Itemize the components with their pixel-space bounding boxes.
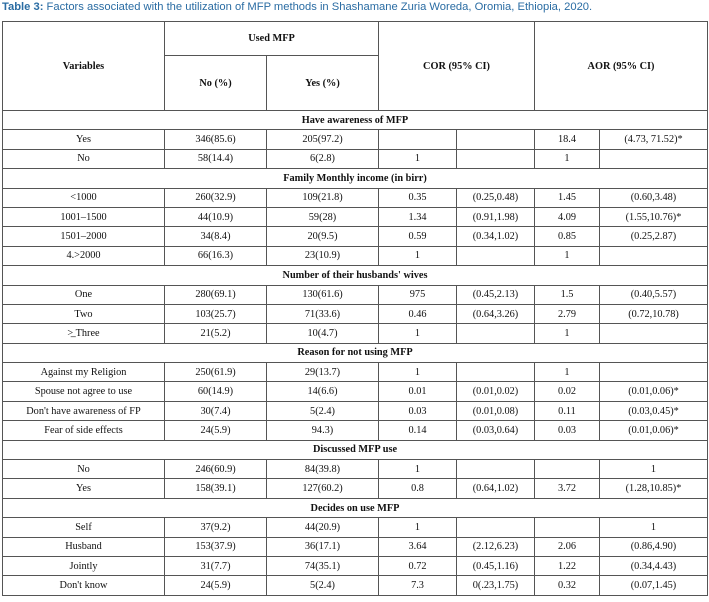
cell-cor-value: 1.34 [379, 207, 457, 226]
cell-yes-count: 36(17.1) [267, 537, 379, 556]
table-row [3, 556, 708, 575]
cell-no-count: 280(69.1) [165, 285, 267, 304]
cell-cor-ci: 0(.23,1.75) [457, 576, 535, 595]
cell-yes-count: 59(28) [267, 207, 379, 226]
cell-cor-value: 0.72 [379, 556, 457, 575]
cell-aor-ci: (1.28,10.85)* [600, 479, 708, 498]
table-row [3, 246, 708, 265]
cell-yes-count: 20(9.5) [267, 227, 379, 246]
cell-cor-value [379, 130, 457, 149]
header-aor: AOR (95% CI) [535, 22, 708, 111]
cell-cor-value: 975 [379, 285, 457, 304]
cell-cor-ci [457, 324, 535, 343]
table-row [3, 149, 708, 168]
cell-aor-value: 1 [535, 363, 600, 382]
cell-yes-count: 5(2.4) [267, 576, 379, 595]
cell-aor-value: 1.22 [535, 556, 600, 575]
cell-aor-ci [600, 324, 708, 343]
cell-cor-value: 0.59 [379, 227, 457, 246]
table-row [3, 130, 708, 149]
cell-no-count: 158(39.1) [165, 479, 267, 498]
section-title: Have awareness of MFP [3, 111, 708, 130]
table-caption [2, 0, 707, 20]
cell-no-count: 24(5.9) [165, 576, 267, 595]
header-variables: Variables [3, 22, 165, 111]
cell-no-count: 103(25.7) [165, 304, 267, 323]
table-row [3, 401, 708, 420]
table-row [3, 460, 708, 479]
section-header-row [3, 440, 708, 459]
cell-variable: 1001–1500 [3, 207, 165, 226]
cell-yes-count: 84(39.8) [267, 460, 379, 479]
cell-aor-value: 2.06 [535, 537, 600, 556]
cell-aor-ci: (0.60,3.48) [600, 188, 708, 207]
cell-no-count: 37(9.2) [165, 518, 267, 537]
section-title: Discussed MFP use [3, 440, 708, 459]
cell-cor-ci: (0.34,1.02) [457, 227, 535, 246]
cell-cor-ci: (0.45,2.13) [457, 285, 535, 304]
cell-aor-ci: (0.03,0.45)* [600, 401, 708, 420]
caption-text: Factors associated with the utilization of MFP methods in Shashamane Zuria Woreda, Oromia, Ethiopia, 2020. [43, 1, 593, 13]
cell-yes-count: 74(35.1) [267, 556, 379, 575]
cell-variable: Husband [3, 537, 165, 556]
table-row [3, 576, 708, 595]
cell-yes-count: 10(4.7) [267, 324, 379, 343]
cell-no-count: 66(16.3) [165, 246, 267, 265]
cell-aor-ci: (4.73, 71.52)* [600, 130, 708, 149]
cell-cor-ci: (0.03,0.64) [457, 421, 535, 440]
cell-variable: No [3, 149, 165, 168]
cell-cor-value: 0.8 [379, 479, 457, 498]
cell-variable: 4.>2000 [3, 246, 165, 265]
cell-cor-ci: (0.01,0.08) [457, 401, 535, 420]
cell-yes-count: 127(60.2) [267, 479, 379, 498]
cell-cor-ci: (2.12,6.23) [457, 537, 535, 556]
table-row [3, 304, 708, 323]
cell-cor-value: 7.3 [379, 576, 457, 595]
cell-cor-ci: (0.45,1.16) [457, 556, 535, 575]
cell-aor-value: 0.02 [535, 382, 600, 401]
cell-aor-ci: (0.07,1.45) [600, 576, 708, 595]
header-used-mfp: Used MFP [165, 22, 379, 56]
section-title: Family Monthly income (in birr) [3, 169, 708, 188]
cell-no-count: 153(37.9) [165, 537, 267, 556]
cell-no-count: 24(5.9) [165, 421, 267, 440]
cell-aor-ci: (0.40,5.57) [600, 285, 708, 304]
cell-cor-ci [457, 363, 535, 382]
cell-yes-count: 44(20.9) [267, 518, 379, 537]
cell-yes-count: 6(2.8) [267, 149, 379, 168]
cell-aor-value: 1 [535, 324, 600, 343]
cell-no-count: 30(7.4) [165, 401, 267, 420]
table-row [3, 363, 708, 382]
cell-aor-value [535, 460, 600, 479]
cell-cor-ci [457, 460, 535, 479]
cell-yes-count: 109(21.8) [267, 188, 379, 207]
section-title: Decides on use MFP [3, 498, 708, 517]
cell-aor-value: 1.45 [535, 188, 600, 207]
header-cor: COR (95% CI) [379, 22, 535, 111]
cell-yes-count: 94.3) [267, 421, 379, 440]
section-header-row [3, 343, 708, 362]
cell-aor-ci: (0.01,0.06)* [600, 421, 708, 440]
cell-no-count: 60(14.9) [165, 382, 267, 401]
cell-no-count: 34(8.4) [165, 227, 267, 246]
section-header-row [3, 266, 708, 285]
table-row [3, 227, 708, 246]
section-header-row [3, 169, 708, 188]
cell-aor-ci [600, 246, 708, 265]
cell-cor-value: 0.35 [379, 188, 457, 207]
cell-yes-count: 71(33.6) [267, 304, 379, 323]
header-yes: Yes (%) [267, 56, 379, 111]
cell-no-count: 260(32.9) [165, 188, 267, 207]
cell-no-count: 44(10.9) [165, 207, 267, 226]
cell-aor-ci: (0.34,4.43) [600, 556, 708, 575]
cell-yes-count: 5(2.4) [267, 401, 379, 420]
cell-aor-value: 0.32 [535, 576, 600, 595]
cell-aor-ci: 1 [600, 460, 708, 479]
cell-aor-ci: (0.01,0.06)* [600, 382, 708, 401]
cell-aor-ci [600, 363, 708, 382]
cell-aor-value: 3.72 [535, 479, 600, 498]
cell-no-count: 21(5.2) [165, 324, 267, 343]
table-row [3, 518, 708, 537]
cell-cor-value: 1 [379, 149, 457, 168]
cell-no-count: 250(61.9) [165, 363, 267, 382]
cell-cor-ci [457, 149, 535, 168]
cell-cor-ci [457, 130, 535, 149]
cell-aor-value: 0.03 [535, 421, 600, 440]
table-row [3, 188, 708, 207]
cell-variable: Don't have awareness of FP [3, 401, 165, 420]
cell-cor-ci: (0.64,1.02) [457, 479, 535, 498]
cell-no-count: 58(14.4) [165, 149, 267, 168]
cell-cor-value: 0.01 [379, 382, 457, 401]
cell-aor-value: 18.4 [535, 130, 600, 149]
cell-aor-value: 0.11 [535, 401, 600, 420]
cell-cor-value: 1 [379, 460, 457, 479]
cell-cor-value: 0.46 [379, 304, 457, 323]
header-row-top [3, 22, 708, 56]
section-title: Number of their husbands' wives [3, 266, 708, 285]
cell-variable: >̲ Three [3, 324, 165, 343]
cell-aor-ci: 1 [600, 518, 708, 537]
cell-aor-value: 1 [535, 149, 600, 168]
cell-variable: Fear of side effects [3, 421, 165, 440]
cell-variable: Two [3, 304, 165, 323]
cell-cor-ci: (0.91,1.98) [457, 207, 535, 226]
cell-aor-ci: (0.86,4.90) [600, 537, 708, 556]
factors-table [2, 21, 708, 596]
cell-cor-ci [457, 246, 535, 265]
cell-cor-ci [457, 518, 535, 537]
cell-aor-value: 0.85 [535, 227, 600, 246]
cell-variable: No [3, 460, 165, 479]
cell-no-count: 246(60.9) [165, 460, 267, 479]
section-header-row [3, 111, 708, 130]
cell-cor-ci: (0.64,3.26) [457, 304, 535, 323]
cell-no-count: 31(7.7) [165, 556, 267, 575]
section-title: Reason for not using MFP [3, 343, 708, 362]
cell-aor-ci: (0.25,2.87) [600, 227, 708, 246]
cell-aor-ci [600, 149, 708, 168]
cell-cor-value: 0.03 [379, 401, 457, 420]
cell-cor-value: 1 [379, 246, 457, 265]
cell-aor-ci: (0.72,10.78) [600, 304, 708, 323]
caption-label: Table 3: [2, 1, 44, 13]
cell-cor-value: 3.64 [379, 537, 457, 556]
table-row [3, 537, 708, 556]
table-row [3, 324, 708, 343]
cell-yes-count: 205(97.2) [267, 130, 379, 149]
cell-variable: Self [3, 518, 165, 537]
cell-no-count: 346(85.6) [165, 130, 267, 149]
cell-yes-count: 23(10.9) [267, 246, 379, 265]
cell-variable: Spouse not agree to use [3, 382, 165, 401]
cell-yes-count: 130(61.6) [267, 285, 379, 304]
cell-variable: Jointly [3, 556, 165, 575]
cell-aor-ci: (1.55,10.76)* [600, 207, 708, 226]
cell-cor-ci: (0.25,0.48) [457, 188, 535, 207]
cell-variable: 1501–2000 [3, 227, 165, 246]
cell-variable: Yes [3, 130, 165, 149]
cell-cor-value: 1 [379, 363, 457, 382]
cell-variable: <1000 [3, 188, 165, 207]
cell-variable: Against my Religion [3, 363, 165, 382]
cell-aor-value: 1.5 [535, 285, 600, 304]
cell-aor-value: 2.79 [535, 304, 600, 323]
cell-yes-count: 29(13.7) [267, 363, 379, 382]
section-header-row [3, 498, 708, 517]
table-row [3, 382, 708, 401]
cell-aor-value: 1 [535, 246, 600, 265]
cell-cor-value: 0.14 [379, 421, 457, 440]
table-row [3, 285, 708, 304]
cell-aor-value: 4.09 [535, 207, 600, 226]
table-row [3, 479, 708, 498]
cell-cor-value: 1 [379, 324, 457, 343]
cell-variable: Don't know [3, 576, 165, 595]
cell-cor-ci: (0.01,0.02) [457, 382, 535, 401]
cell-variable: One [3, 285, 165, 304]
header-no: No (%) [165, 56, 267, 111]
cell-cor-value: 1 [379, 518, 457, 537]
table-row [3, 207, 708, 226]
cell-variable: Yes [3, 479, 165, 498]
cell-aor-value [535, 518, 600, 537]
table-row [3, 421, 708, 440]
cell-yes-count: 14(6.6) [267, 382, 379, 401]
